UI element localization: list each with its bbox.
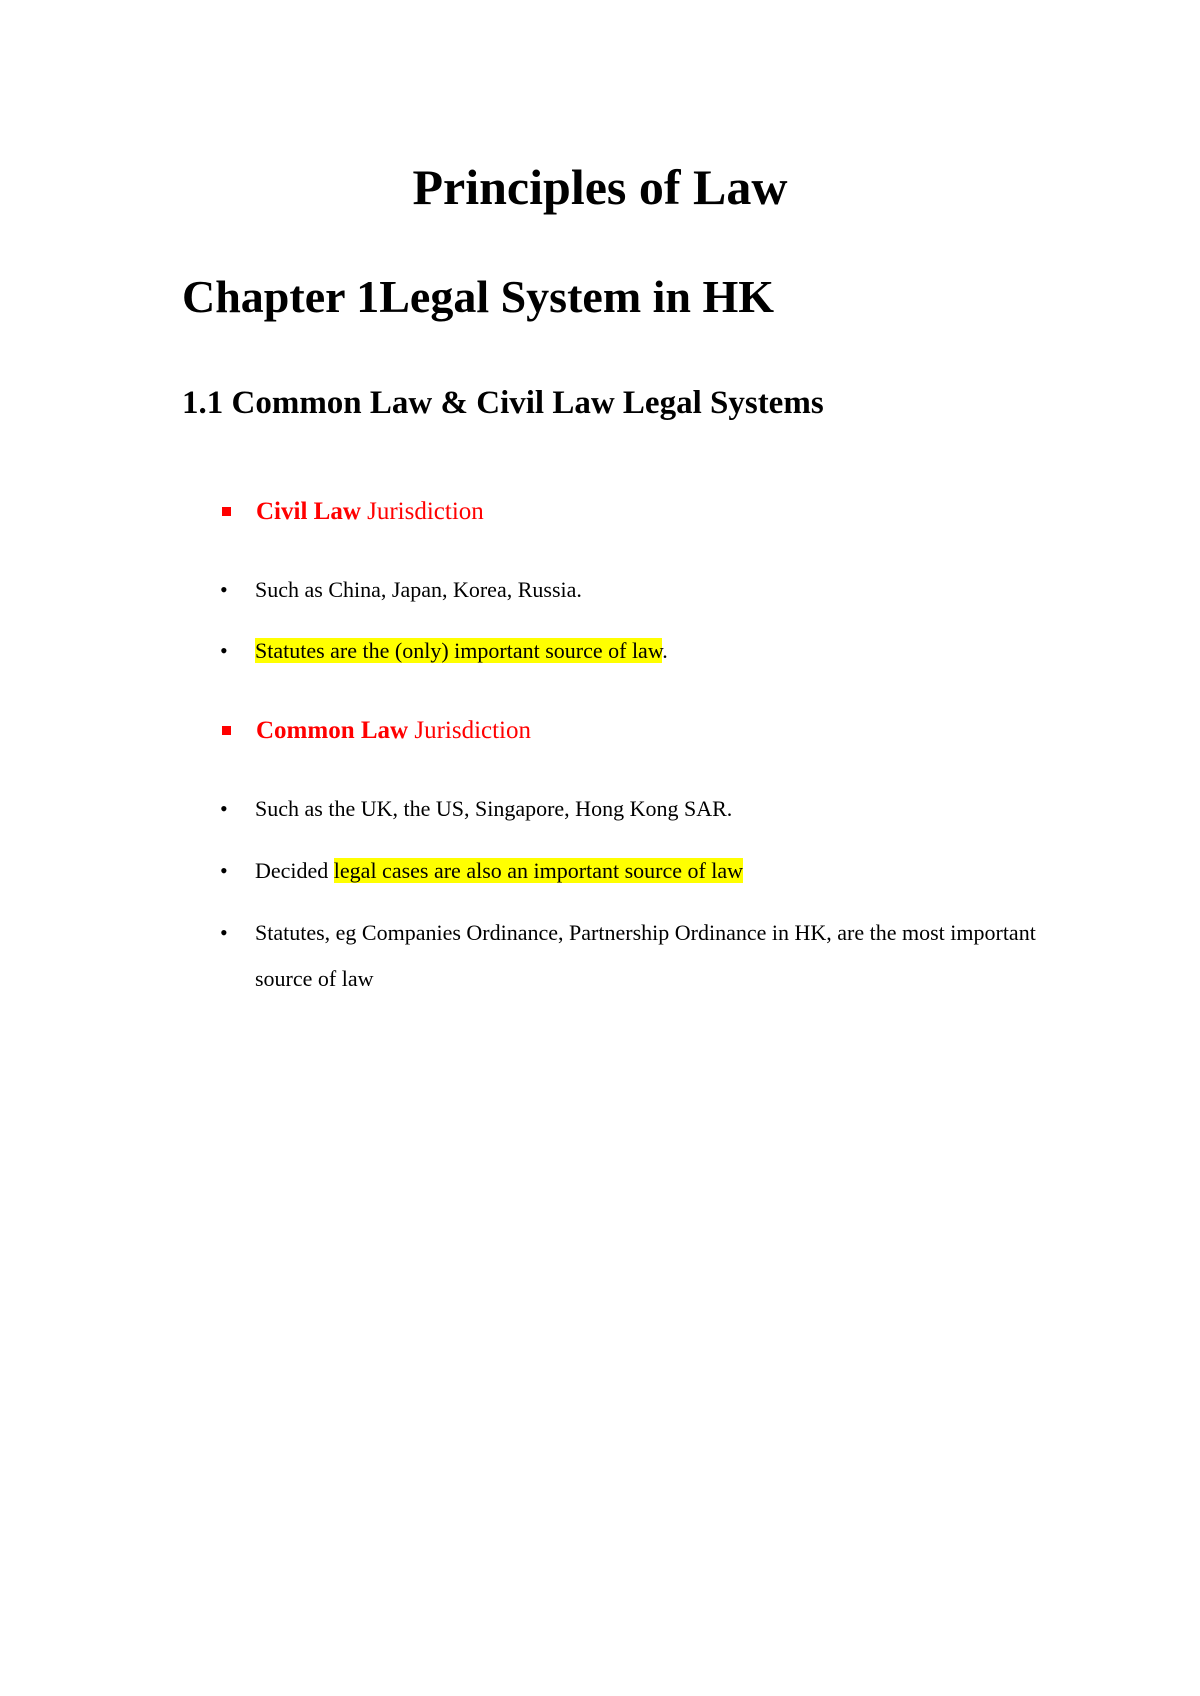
common-law-item-2-before: Decided [255, 858, 334, 883]
common-law-item-3: Statutes, eg Companies Ordinance, Partnership Ordinance in HK, are the most important source of law [255, 920, 1036, 991]
civil-law-item-1: Such as China, Japan, Korea, Russia. [255, 577, 582, 602]
chapter-number: Chapter 1 [182, 271, 380, 322]
common-law-item-1: Such as the UK, the US, Singapore, Hong Kong SAR. [255, 796, 733, 821]
bullet-dot-icon: • [220, 796, 228, 821]
common-law-heading-text [256, 716, 531, 746]
civil-law-heading-bold: Civil Law [256, 498, 361, 525]
common-law-heading-rest: Jurisdiction [408, 717, 532, 744]
square-bullet-icon [222, 726, 231, 735]
civil-law-heading-text [256, 497, 484, 527]
civil-law-item-2 [255, 628, 668, 674]
highlighted-text: legal cases are also an important source of law [333, 858, 744, 883]
bullet-dot-icon: • [220, 638, 228, 663]
bullet-dot-icon: • [220, 858, 228, 883]
bullet-dot-icon: • [220, 577, 228, 602]
square-bullet-icon [222, 507, 231, 516]
chapter-heading [182, 272, 774, 323]
document-title: Principles of Law [412, 159, 788, 215]
civil-law-item-2-after: . [662, 638, 668, 663]
civil-law-heading-rest: Jurisdiction [360, 498, 484, 525]
chapter-title: Legal System in HK [379, 271, 775, 322]
common-law-heading-bold: Common Law [256, 717, 409, 744]
common-law-item-2 [255, 848, 743, 894]
section-heading: 1.1 Common Law & Civil Law Legal Systems [182, 385, 824, 421]
bullet-dot-icon: • [220, 920, 228, 945]
highlighted-text: Statutes are the (only) important source of law [255, 638, 663, 663]
